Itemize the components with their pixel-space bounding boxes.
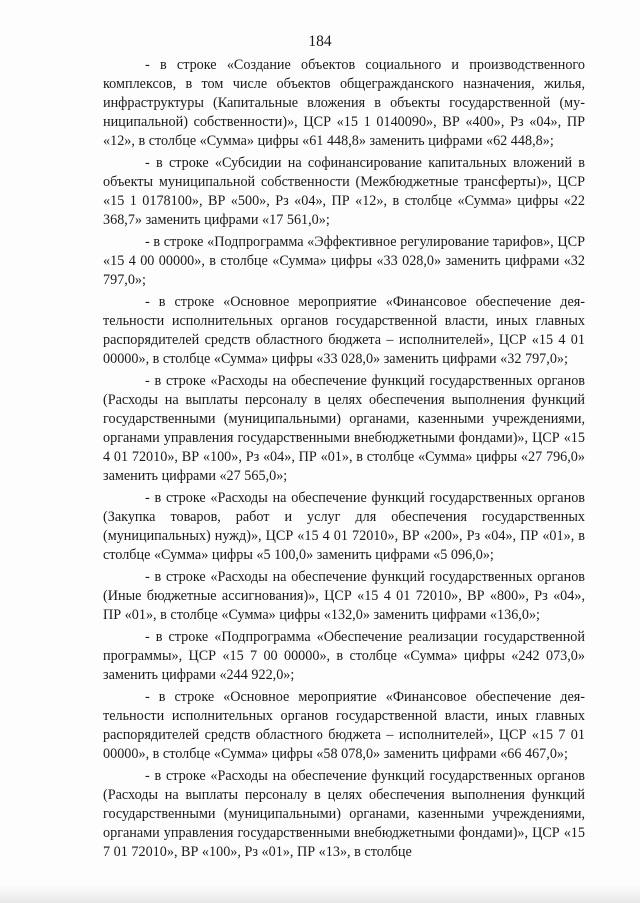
amendment-paragraph: - в строке «Расходы на обеспечение функций государственных органов (Иные бюджетные ассигнования)», ЦСР «15 4 01 72010», ВР «800», Рз «04», ПР «01», в столбце «Сумма» цифры «132,0» заменить цифрами «136,0»; — [103, 569, 585, 623]
amendment-paragraph: - в строке «Подпрограмма «Обеспечение реализации государственной программы», ЦСР «15 7 00 00000», в столбце «Сумма» цифры «242 073,0» заменить цифрами «244 922,0»; — [103, 629, 585, 683]
amendment-paragraph: - в строке «Основное мероприятие «Финансовое обеспечение деятельности исполнительных органов государственной власти, иных главных распорядителей средств областного бюджета – исполнителей», ЦСР «15 7 01 00000», в столбце «Сумма» цифры «58 078,0» заменить цифрами «66 467,0»; — [103, 689, 585, 762]
amendment-paragraph: - в строке «Создание объектов социального и производственного комплексов, в том числе объектов общегражданского назначения, жилья, инфраструктуры (Капитальные вложения в объекты государственной (муниципальной) собственности)», ЦСР «15 1 0140090», ВР «400», Рз «04», ПР «12», в столбце «Сумма» цифры «61 448,8» заменить цифрами «62 448,8»; — [103, 57, 585, 149]
scan-bottom-edge — [0, 885, 640, 903]
amendment-paragraph: - в строке «Субсидии на софинансирование капитальных вложений в объекты муниципальной собственности (Межбюджетные трансферты)», ЦСР «15 1 0178100», ВР «500», Рз «04», ПР «12», в столбце «Сумма» цифры «22 368,7» заменить цифрами «17 561,0»; — [103, 155, 585, 228]
page-number: 184 — [308, 33, 332, 50]
amendment-paragraph: - в строке «Основное мероприятие «Финансовое обеспечение деятельности исполнительных органов государственной власти, иных главных распорядителей средств областного бюджета – исполнителей», ЦСР «15 4 01 00000», в столбце «Сумма» цифры «33 028,0» заменить цифрами «32 797,0»; — [103, 294, 585, 367]
amendment-paragraph: - в строке «Расходы на обеспечение функций государственных органов (Закупка товаров, работ и услуг для обеспечения государственных (муниципальных) нужд)», ЦСР «15 4 01 72010», ВР «200», Рз «04», ПР «01», в столбце «Сумма» цифры «5 100,0» заменить цифрами «5 096,0»; — [103, 490, 585, 563]
amendment-paragraph: - в строке «Расходы на обеспечение функций государственных органов (Расходы на выплаты персоналу в целях обеспечения выполнения функций государственными (муниципальными) органами, казенными учреждениями, органами управления государственными внебюджетными фондами)», ЦСР «15 4 01 72010», ВР «100», Рз «04», ПР «01», в столбце «Сумма» цифры «27 796,0» заменить цифрами «27 565,0»; — [103, 373, 585, 484]
document-body — [103, 56, 585, 865]
amendment-paragraph: - в строке «Расходы на обеспечение функций государственных органов (Расходы на выплаты персоналу в целях обеспечения выполнения функций государственными (муниципальными) органами, казенными учреждениями, органами управления государственными внебюджетными фондами)», ЦСР «15 7 01 72010», ВР «100», Рз «01», ПР «13», в столбце — [103, 768, 585, 860]
amendment-paragraph: - в строке «Подпрограмма «Эффективное регулирование тарифов», ЦСР «15 4 00 00000», в столбце «Сумма» цифры «33 028,0» заменить цифрами «32 797,0»; — [103, 234, 585, 288]
